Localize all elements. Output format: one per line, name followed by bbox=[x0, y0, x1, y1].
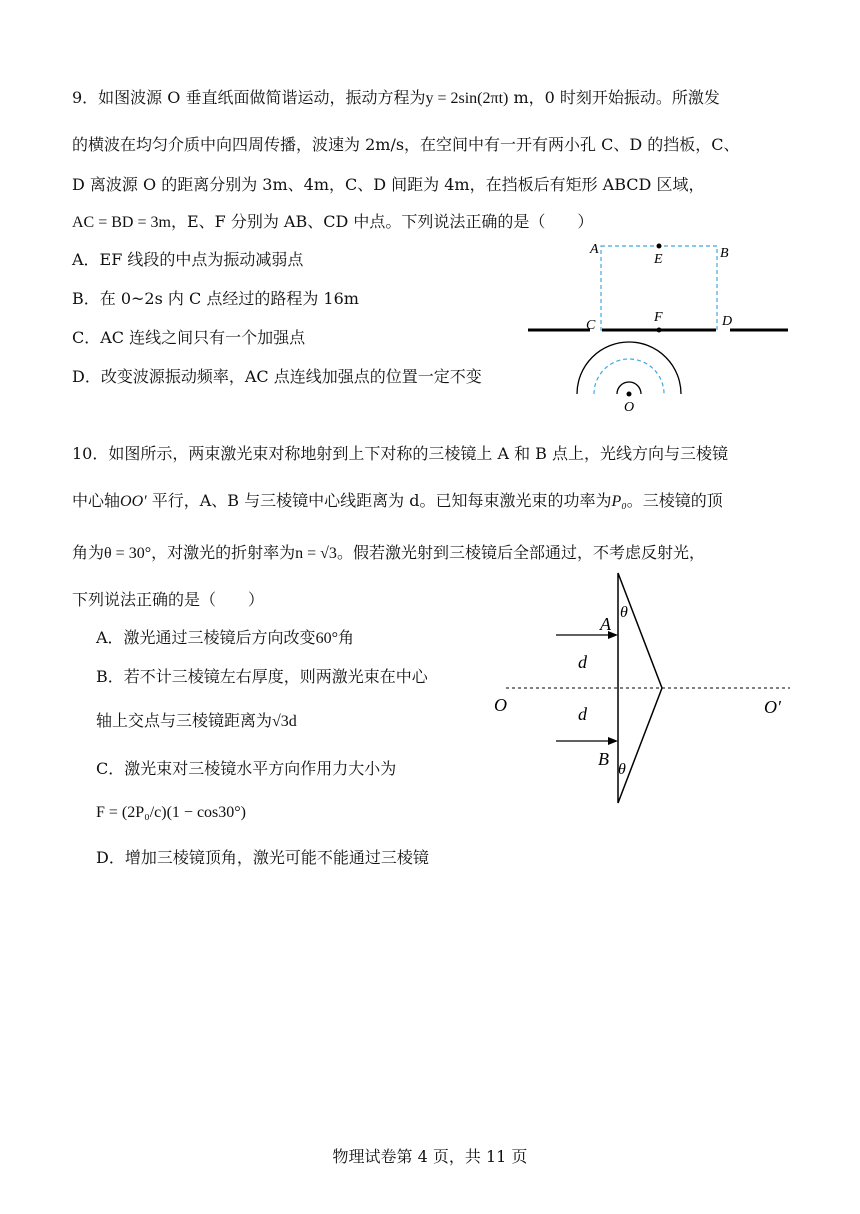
wavefront-dashed bbox=[594, 359, 664, 394]
label-a: A bbox=[600, 614, 611, 634]
q9-text: ，E、F 分别为 AB、CD 中点。下列说法正确的是（ ） bbox=[170, 212, 594, 231]
label-o: O bbox=[494, 695, 507, 715]
q9-option-a: A．EF 线段的中点为振动减弱点 bbox=[72, 250, 304, 269]
q10-option-c-formula bbox=[96, 801, 246, 824]
q10-equation: 60° bbox=[315, 630, 338, 647]
q9-text: 9．如图波源 O 垂直纸面做简谐运动，振动方程为 bbox=[72, 88, 426, 107]
label-theta-bottom: θ bbox=[618, 761, 626, 778]
label-c: C bbox=[586, 318, 596, 333]
q10-text: ，对激光的折射率为 bbox=[151, 543, 296, 562]
q9-line-1 bbox=[72, 87, 720, 110]
q10-option-b-line1: B．若不计三棱镜左右厚度，则两激光束在中心 bbox=[96, 667, 428, 686]
q10-option-c-line1: C．激光束对三棱镜水平方向作用力大小为 bbox=[96, 759, 397, 778]
wavefront-outer bbox=[577, 342, 681, 394]
q10-option-d: D．增加三棱镜顶角，激光可能不能通过三棱镜 bbox=[96, 848, 429, 867]
label-o-prime: O′ bbox=[764, 697, 781, 717]
q10-equation: θ = 30° bbox=[104, 545, 152, 562]
page-footer: 物理试卷第 4 页，共 11 页 bbox=[332, 1147, 528, 1166]
label-e: E bbox=[654, 252, 663, 267]
q9-option-b: B．在 0~2s 内 C 点经过的路程为 16m bbox=[72, 289, 359, 308]
label-d: D bbox=[722, 314, 733, 329]
q10-line-4: 下列说法正确的是（ ） bbox=[72, 590, 265, 609]
point-f-dot bbox=[657, 328, 662, 333]
q9-line-3: D 离波源 O 的距离分别为 3m、4m，C、D 间距为 4m，在挡板后有矩形 ABCD 区域， bbox=[72, 175, 705, 194]
q10-equation: √3d bbox=[272, 713, 297, 730]
q10-equation: OO′ bbox=[120, 493, 147, 510]
q10-text: 角为 bbox=[72, 543, 105, 562]
q10-text: 。假若激光射到三棱镜后全部通过，不考虑反射光， bbox=[336, 543, 705, 562]
label-a: A bbox=[590, 242, 599, 257]
q10-equation: n = √3 bbox=[295, 545, 337, 562]
q10-option-a bbox=[96, 627, 354, 650]
q10-p0: P₀ bbox=[611, 493, 627, 510]
q10-text: 轴上交点与三棱镜距离为 bbox=[96, 711, 273, 730]
q9-option-c: C．AC 连线之间只有一个加强点 bbox=[72, 328, 306, 347]
q10-text: A．激光通过三棱镜后方向改变 bbox=[96, 628, 316, 647]
q10-equation: F = (2P₀/c)(1 − cos30°) bbox=[96, 804, 247, 821]
q10-text: 平行，A、B 与三棱镜中心线距离为 d。已知每束激光束的功率为 bbox=[146, 491, 612, 510]
q9-line-4 bbox=[72, 211, 593, 234]
label-f: F bbox=[654, 310, 663, 325]
point-e-dot bbox=[657, 244, 662, 249]
source-o-dot bbox=[627, 392, 632, 397]
q9-figure bbox=[520, 232, 800, 422]
label-theta-top: θ bbox=[620, 604, 628, 621]
q10-line-1: 10．如图所示，两束激光束对称地射到上下对称的三棱镜上 A 和 B 点上，光线方向与三棱镜 bbox=[72, 444, 729, 463]
q9-line-2: 的横波在均匀介质中向四周传播，波速为 2m/s，在空间中有一开有两小孔 C、D 的挡板，C、 bbox=[72, 135, 740, 154]
q10-option-b-line2 bbox=[96, 710, 297, 733]
label-b: B bbox=[598, 749, 609, 769]
label-d-top: d bbox=[578, 652, 587, 672]
q10-line-3 bbox=[72, 542, 705, 565]
q9-option-d: D．改变波源振动频率，AC 点连线加强点的位置一定不变 bbox=[72, 367, 482, 386]
q10-text: 中心轴 bbox=[72, 491, 121, 510]
label-o: O bbox=[624, 400, 635, 415]
q10-figure bbox=[490, 565, 800, 815]
q9-equation: AC = BD = 3m bbox=[72, 214, 171, 231]
q10-line-2 bbox=[72, 490, 723, 513]
q9-text: m，0 时刻开始振动。所激发 bbox=[508, 88, 720, 107]
q10-text: 。三棱镜的顶 bbox=[626, 491, 723, 510]
q9-equation: y = 2sin(2πt) bbox=[425, 90, 509, 107]
q10-text: 角 bbox=[337, 628, 354, 647]
beam-b-arrow-icon bbox=[608, 737, 618, 745]
label-b: B bbox=[720, 246, 729, 261]
label-d-bottom: d bbox=[578, 704, 587, 724]
